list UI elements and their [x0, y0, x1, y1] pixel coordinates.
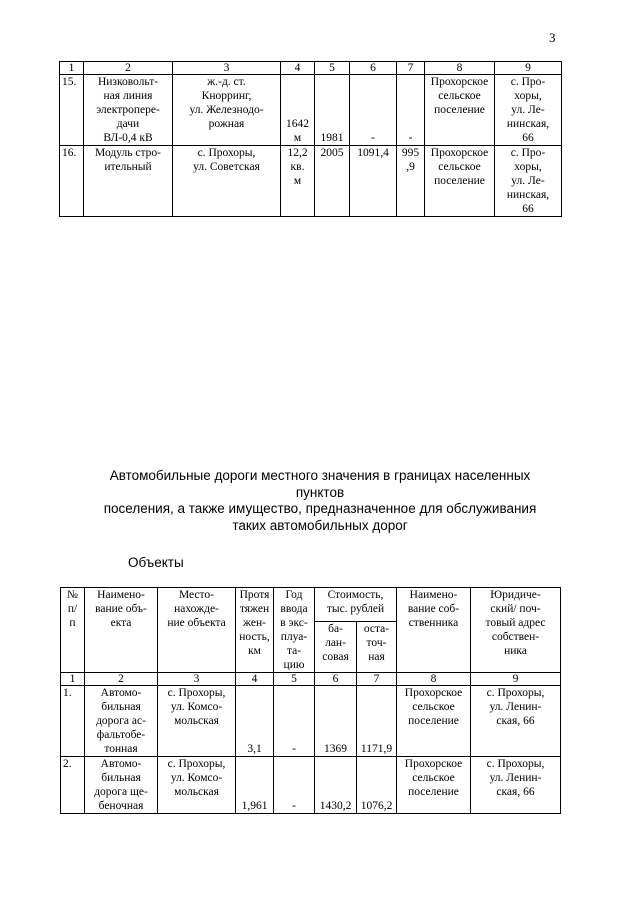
- object-length: 1642 м: [281, 75, 315, 146]
- balance-cost: -: [350, 75, 397, 146]
- table-row: [61, 757, 561, 814]
- commission-year: -: [274, 686, 315, 757]
- header-address: Юридиче- ский/ поч- товый адрес собствен- ника: [471, 588, 561, 673]
- object-length: 3,1: [236, 686, 274, 757]
- object-location: с. Прохоры, ул. Советская: [173, 146, 281, 217]
- column-number-row: [61, 673, 561, 686]
- balance-cost: 1430,2: [315, 757, 357, 814]
- residual-cost: 1076,2: [357, 757, 397, 814]
- header-length: Протя тяжен жен- ность, км: [236, 588, 274, 673]
- residual-cost: 995 ,9: [397, 146, 425, 217]
- column-number: 3: [173, 62, 281, 75]
- property-table-continued: [59, 61, 562, 217]
- column-number: 4: [281, 62, 315, 75]
- row-number: 1.: [61, 686, 85, 757]
- section-subtitle: Объекты: [128, 555, 184, 570]
- column-number: 6: [350, 62, 397, 75]
- section-title: Автомобильные дороги местного значения в границах населенных пунктов поселения, а также имущество, предназначенное для обслуживания таких автомобильных дорог: [103, 468, 537, 533]
- object-location: с. Прохоры, ул. Комсо- мольская: [158, 686, 236, 757]
- commission-year: 2005: [315, 146, 350, 217]
- column-number: 9: [495, 62, 562, 75]
- column-number: 5: [274, 673, 315, 686]
- header-cost: Стоимость, тыс. рублей: [315, 588, 397, 622]
- object-length: 12,2 кв. м: [281, 146, 315, 217]
- column-number: 9: [471, 673, 561, 686]
- header-number: № п/ п: [61, 588, 85, 673]
- column-number: 6: [315, 673, 357, 686]
- commission-year: 1981: [315, 75, 350, 146]
- table-row: [60, 75, 562, 146]
- row-number: 16.: [60, 146, 84, 217]
- column-number-row: [60, 62, 562, 75]
- object-location: с. Прохоры, ул. Комсо- мольская: [158, 757, 236, 814]
- column-number: 8: [397, 673, 471, 686]
- column-number: 1: [60, 62, 84, 75]
- table-row: [61, 686, 561, 757]
- owner-address: с. Про- хоры, ул. Ле- нинская, 66: [495, 146, 562, 217]
- column-number: 2: [85, 673, 158, 686]
- column-number: 8: [425, 62, 495, 75]
- object-length: 1,961: [236, 757, 274, 814]
- table-row: [60, 146, 562, 217]
- roads-table: [60, 587, 561, 814]
- object-name: Низковольт- ная линия электропере- дачи ВЛ-0,4 кВ: [84, 75, 173, 146]
- residual-cost: -: [397, 75, 425, 146]
- header-owner: Наимено- вание соб- ственника: [397, 588, 471, 673]
- header-residual: оста- точ- ная: [357, 622, 397, 673]
- balance-cost: 1369: [315, 686, 357, 757]
- owner-address: с. Прохоры, ул. Ленин- ская, 66: [471, 686, 561, 757]
- residual-cost: 1171,9: [357, 686, 397, 757]
- owner-address: с. Про- хоры, ул. Ле- нинская, 66: [495, 75, 562, 146]
- owner-name: Прохорское сельское поселение: [397, 686, 471, 757]
- owner-name: Прохорское сельское поселение: [397, 757, 471, 814]
- row-number: 15.: [60, 75, 84, 146]
- commission-year: -: [274, 757, 315, 814]
- object-name: Модуль стро- ительный: [84, 146, 173, 217]
- owner-name: Прохорское сельское поселение: [425, 146, 495, 217]
- balance-cost: 1091,4: [350, 146, 397, 217]
- column-number: 1: [61, 673, 85, 686]
- column-number: 7: [357, 673, 397, 686]
- header-balance: ба- лан- совая: [315, 622, 357, 673]
- object-name: Автомо- бильная дорога ще- беночная: [85, 757, 158, 814]
- owner-address: с. Прохоры, ул. Ленин- ская, 66: [471, 757, 561, 814]
- row-number: 2.: [61, 757, 85, 814]
- object-location: ж.-д. ст. Кнорринг, ул. Железнодо- рожная: [173, 75, 281, 146]
- page-number: 3: [549, 30, 556, 45]
- column-number: 5: [315, 62, 350, 75]
- column-number: 3: [158, 673, 236, 686]
- column-number: 2: [84, 62, 173, 75]
- column-number: 7: [397, 62, 425, 75]
- header-location: Место- нахожде- ние объекта: [158, 588, 236, 673]
- header-name: Наимено- вание объ- екта: [85, 588, 158, 673]
- header-year: Год ввода в экс- плуа- та- цию: [274, 588, 315, 673]
- owner-name: Прохорское сельское поселение: [425, 75, 495, 146]
- column-number: 4: [236, 673, 274, 686]
- header-row: [61, 588, 561, 622]
- object-name: Автомо- бильная дорога ас- фальтобе- тонная: [85, 686, 158, 757]
